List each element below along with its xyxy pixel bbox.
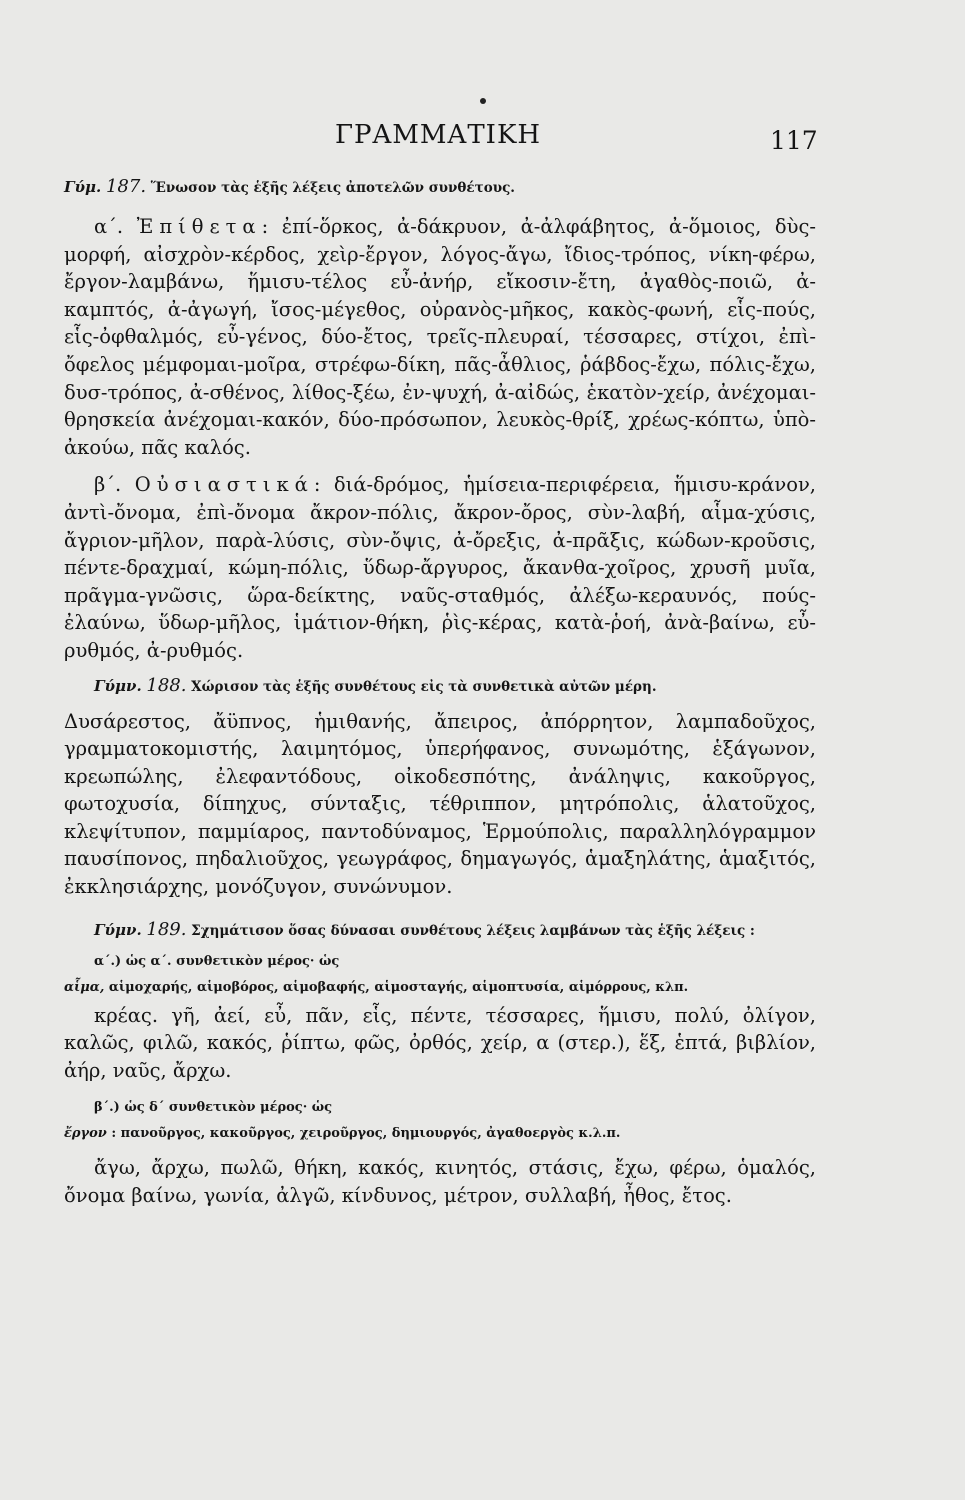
example-text: : πανοῦργος, κακοῦργος, χειροῦργος, δημιουργός, ἀγαθοεργὸς κ.λ.π. [111, 1126, 621, 1142]
exercise-instruction: Σχημάτισον ὅσας δύνασαι συνθέτους λέξεις λαμβάνων τὰς ἑξῆς λέξεις : [191, 922, 755, 939]
exercise-instruction: Ἕνωσον τὰς ἑξῆς λέξεις ἀποτελῶν συνθέτους. [150, 180, 515, 196]
exercise-number: 187. [105, 176, 147, 197]
part-heading: Ἐπίθετα [136, 215, 262, 238]
part-text: : διά-δρόμος, ἡμίσεια-περιφέρεια, ἥμισυ-κράνον, ἀντὶ-ὄνομα, ἐπὶ-ὄνομα ἄκρον-πόλις, ἄκρον-ὄρος, σὺν-λαβή, αἷμα-χύσις, ἄγριον-μῆλον, παρὰ-λύσις, σὺν-ὄψις, ἀ-ὄρεξις, ἀ-πρᾶξις, κώδων-κροῦσις, πέντε-δραχμαί, κώμη-πόλις, ὕδωρ-ἄργυρος, ἄκανθα-χοῖρος, χρυσῆ μυῖα, πρᾶγμα-γνῶσις, ὥρα-δείκτης, ναῦς-σταθμός, ἀλέξω-κεραυνός, πούς-ἐλαύνω, ὕδωρ-μῆλος, ἱμάτιον-θήκη, ῥὶς-κέρας, κατὰ-ῥοή, ἀνὰ-βαίνω, εὖ-ρυθμός, ἀ-ρυθμός. [64, 473, 817, 662]
exercise-189-part-a-words: κρέας. γῆ, ἀεί, εὖ, πᾶν, εἷς, πέντε, τέσσαρες, ἥμισυ, πολύ, ὀλίγον, καλῶς, φιλῶ, κακός, ῥίπτω, φῶς, ὀρθός, χείρ, α (στερ.), ἕξ, ἑπτά, βιβλίον, ἀήρ, ναῦς, ἄρχω. [64, 1003, 816, 1082]
page-header [0, 120, 965, 160]
part-marker: α΄. [94, 215, 124, 238]
exercise-number: 188. [146, 674, 187, 696]
exercise-187-part-a [64, 213, 816, 461]
exercise-189-part-b-example [64, 1124, 816, 1144]
example-word: αἷμα, [64, 979, 105, 995]
exercise-189-part-a-label: α΄.) ὡς α΄. συνθετικὸν μέρος· ὡς [94, 953, 340, 969]
exercise-189-part-b-label: β΄.) ὡς δ΄ συνθετικὸν μέρος· ὡς [94, 1100, 333, 1116]
exercise-188-heading [64, 675, 816, 698]
part-heading: Οὐσιαστικά [134, 473, 314, 497]
exercise-187-part-b [64, 471, 816, 664]
page-number: 117 [770, 126, 818, 155]
exercise-instruction: Χώρισον τὰς ἑξῆς συνθέτους εἰς τὰ συνθετικὰ αὐτῶν μέρη. [191, 678, 657, 695]
part-marker: β΄. [94, 473, 122, 497]
exercise-number: 189. [146, 918, 187, 940]
running-title: ΓΡΑΜΜΑΤΙΚΗ [335, 120, 542, 150]
exercise-189-part-a-example [64, 978, 816, 998]
page-content [64, 176, 816, 1210]
example-text: αἱμοχαρής, αἱμοβόρος, αἱμοβαφής, αἱμοσταγής, αἱμοπτυσία, αἱμόρρους, κλπ. [108, 979, 689, 995]
exercise-188-text: Δυσάρεστος, ἄϋπνος, ἡμιθανής, ἄπειρος, ἀπόρρητον, λαμπαδοῦχος, γραμματοκομιστής, λαιμητόμος, ὑπερήφανος, συνωμότης, ἑξάγωνον, κρεωπώλης, ἐλεφαντόδους, οἰκοδεσπότης, ἀνάληψις, κακοῦργος, φωτοχυσία, δίπηχυς, σύνταξις, τέθριππον, μητρόπολις, ἁλατοῦχος, κλεψίτυπον, παμμίαρος, παντοδύναμος, Ἑρμούπολις, παραλληλόγραμμον παυσίπονος, πηδαλιοῦχος, γεωγράφος, δημαγωγός, ἁμαξηλάτης, ἁμαξιτός, ἐκκλησιάρχης, μονόζυγον, συνώνυμον. [64, 709, 816, 899]
exercise-189-heading [64, 919, 816, 942]
exercise-label: Γύμν. [94, 920, 142, 939]
exercise-label: Γύμν. [94, 676, 142, 695]
exercise-187-heading [64, 176, 816, 199]
part-text: : ἐπί-ὅρκος, ἀ-δάκρυον, ἀ-ἀλφάβητος, ἀ-ὅμοιος, δὺς-μορφή, αἰσχρὸν-κέρδος, χεὶρ-ἔργον, λόγος-ἄγω, ἴδιος-τρόπος, νίκη-φέρω, ἔργον-λαμβάνω, ἥμισυ-τέλος εὖ-ἀνήρ, εἴκοσιν-ἔτη, ἀγαθὸς-ποιῶ, ἀ-καμπτός, ἀ-ἀγωγή, ἴσος-μέγεθος, οὐρανὸς-μῆκος, κακὸς-φωνή, εἷς-πούς, εἷς-ὀφθαλμός, εὖ-γένος, δύο-ἔτος, τρεῖς-πλευραί, τέσσαρες, στίχοι, ἐπὶ-ὄφελος μέμφομαι-μοῖρα, στρέφω-δίκη, πᾶς-ἆθλιος, ῥάβδος-ἔχω, πόλις-ἔχω, δυσ-τρόπος, ἀ-σθένος, λίθος-ξέω, ἐν-ψυχή, ἀ-αἰδώς, ἑκατὸν-χείρ, ἀνέχομαι-θρησκεία ἀνέχομαι-κακόν, δύο-πρόσωπον, λευκὸς-θρίξ, χρέως-κόπτω, ὑπὸ-ἀκούω, πᾶς καλός. [64, 215, 816, 459]
exercise-189-part-b-words: ἄγω, ἄρχω, πωλῶ, θήκη, κακός, κινητός, στάσις, ἔχω, φέρω, ὁμαλός, ὄνομα βαίνω, γωνία, ἀλγῶ, κίνδυνος, μέτρον, συλλαβή, ἦθος, ἔτος. [64, 1156, 816, 1208]
ink-dot [480, 98, 486, 104]
exercise-label: Γύμ. [64, 178, 102, 196]
example-word: ἔργον [64, 1126, 107, 1142]
